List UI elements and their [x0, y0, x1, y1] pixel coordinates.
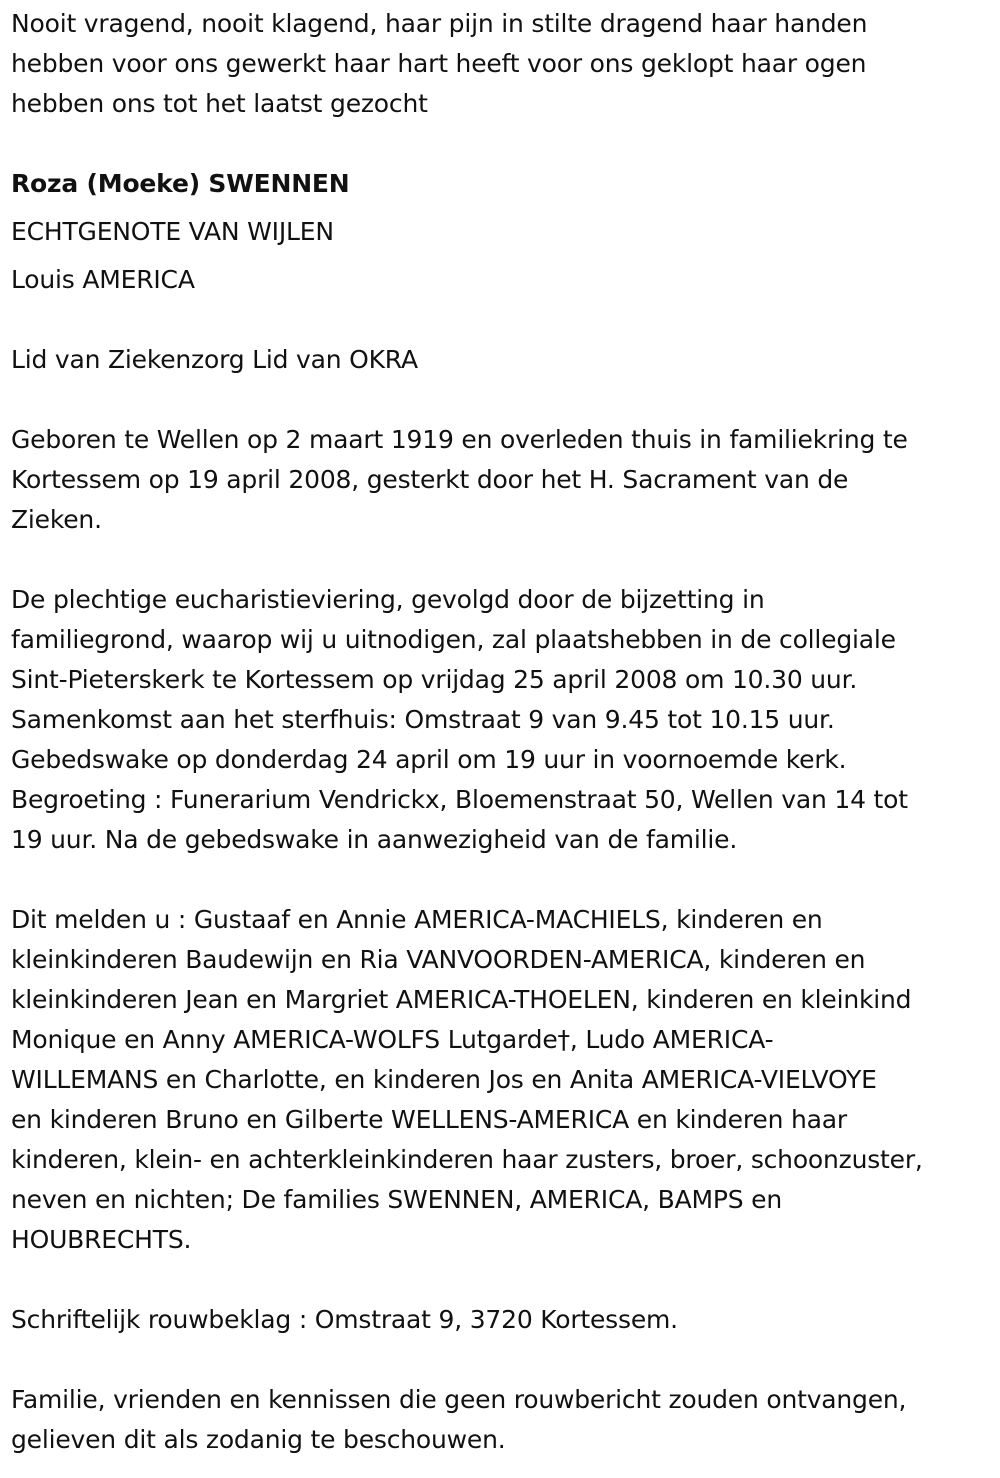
closing-line: gelieven dit als zodanig te beschouwen. — [11, 1425, 506, 1454]
family-line: neven en nichten; De families SWENNEN, AMERICA, BAMPS en — [11, 1185, 782, 1214]
ceremony-line: familiegrond, waarop wij u uitnodigen, zal plaatshebben in de collegiale — [11, 625, 896, 654]
family-block — [11, 900, 1000, 1260]
ceremony-line: 19 uur. Na de gebedswake in aanwezigheid van de familie. — [11, 825, 738, 854]
deceased-relation: ECHTGENOTE VAN WIJLEN — [11, 217, 334, 246]
ceremony-block — [11, 580, 1000, 860]
family-line: Dit melden u : Gustaaf en Annie AMERICA-MACHIELS, kinderen en — [11, 905, 823, 934]
ceremony-line: Sint-Pieterskerk te Kortessem op vrijdag 25 april 2008 om 10.30 uur. — [11, 665, 858, 694]
family-line: en kinderen Bruno en Gilberte WELLENS-AMERICA en kinderen haar — [11, 1105, 847, 1134]
poem-block — [11, 4, 1000, 124]
poem-line: Nooit vragend, nooit klagend, haar pijn in stilte dragend haar handen — [11, 9, 868, 38]
poem-line: hebben ons tot het laatst gezocht — [11, 89, 428, 118]
ceremony-line: Gebedswake op donderdag 24 april om 19 uur in voornoemde kerk. — [11, 745, 847, 774]
birth-death-block — [11, 420, 1000, 540]
deceased-block — [11, 164, 1000, 300]
closing-line: Familie, vrienden en kennissen die geen rouwbericht zouden ontvangen, — [11, 1385, 907, 1414]
family-line: WILLEMANS en Charlotte, en kinderen Jos en Anita AMERICA-VIELVOYE — [11, 1065, 877, 1094]
spouse-name: Louis AMERICA — [11, 265, 195, 294]
family-line: Monique en Anny AMERICA-WOLFS Lutgarde†, Ludo AMERICA- — [11, 1025, 774, 1054]
birth-death-line: Geboren te Wellen op 2 maart 1919 en overleden thuis in familiekring te — [11, 425, 908, 454]
birth-death-line: Kortessem op 19 april 2008, gesterkt door het H. Sacrament van de — [11, 465, 849, 494]
ceremony-line: De plechtige eucharistieviering, gevolgd door de bijzetting in — [11, 585, 765, 614]
closing-block — [11, 1380, 1000, 1460]
ceremony-line: Begroeting : Funerarium Vendrickx, Bloemenstraat 50, Wellen van 14 tot — [11, 785, 908, 814]
condolences-line: Schriftelijk rouwbeklag : Omstraat 9, 3720 Kortessem. — [11, 1305, 678, 1334]
membership-block — [11, 340, 1000, 380]
poem-line: hebben voor ons gewerkt haar hart heeft voor ons geklopt haar ogen — [11, 49, 867, 78]
family-line: kleinkinderen Baudewijn en Ria VANVOORDEN-AMERICA, kinderen en — [11, 945, 866, 974]
ceremony-line: Samenkomst aan het sterfhuis: Omstraat 9 van 9.45 tot 10.15 uur. — [11, 705, 835, 734]
family-line: HOUBRECHTS. — [11, 1225, 192, 1254]
deceased-name: Roza (Moeke) SWENNEN — [11, 169, 350, 198]
family-line: kinderen, klein- en achterkleinkinderen haar zusters, broer, schoonzuster, — [11, 1145, 923, 1174]
membership-line: Lid van Ziekenzorg Lid van OKRA — [11, 345, 418, 374]
birth-death-line: Zieken. — [11, 505, 102, 534]
family-line: kleinkinderen Jean en Margriet AMERICA-THOELEN, kinderen en kleinkind — [11, 985, 912, 1014]
condolences-block — [11, 1300, 1000, 1340]
